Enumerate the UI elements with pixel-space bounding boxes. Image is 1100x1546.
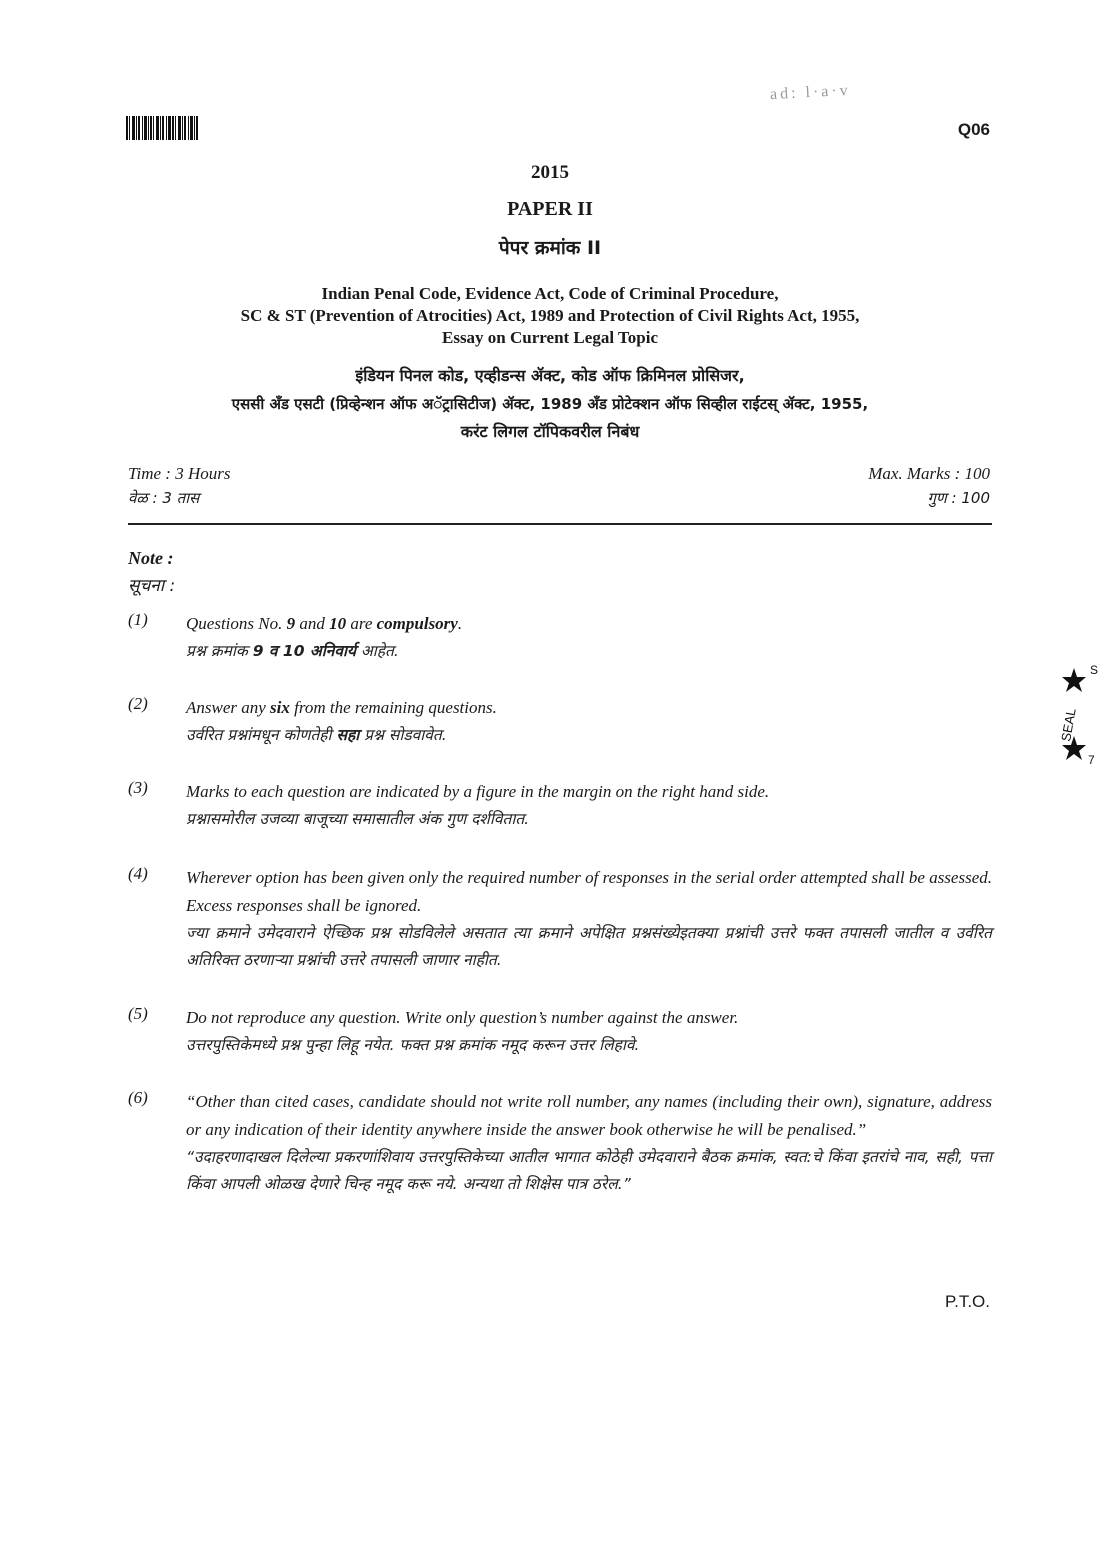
paper-title: PAPER II [507,198,593,220]
note-heading-marathi: सूचना : [128,576,176,596]
instruction-english: Marks to each question are indicated by a figure in the margin on the right hand side. [186,782,770,801]
barcode [126,116,198,140]
seal-stamp [1040,652,1100,776]
paper-code: Q06 [957,120,990,139]
instruction-english: “Other than cited cases, candidate should not write roll number, any names (including their own), signature, address or any indication of their identity anywhere inside the answer book otherwise he will be penalised.” [186,1092,992,1139]
subject-title-english [0,283,1100,349]
instruction-marathi: प्रश्न क्रमांक 9 व 10 अनिवार्य आहेत. [186,642,399,660]
instruction-number: (6) [128,1088,148,1107]
note-heading: Note : [128,548,174,568]
instruction-number: (5) [128,1004,148,1023]
time-marathi: वेळ : 3 तास [128,489,200,507]
subject-title-marathi [0,362,1100,446]
subject-line-marathi: एससी अँड एसटी (प्रिव्हेन्शन ऑफ अॅट्रासिटीज) ॲक्ट, 1989 अँड प्रोटेक्शन ऑफ सिव्हील राईटस् ॲक्ट, 1955, [231,395,869,413]
instruction-marathi: उर्वरित प्रश्नांमधून कोणतेही सहा प्रश्न सोडवावेत. [186,726,447,744]
instruction-english: Questions No. 9 and 10 are compulsory. [186,614,463,633]
instruction-marathi: ज्या क्रमाने उमेदवाराने ऐच्छिक प्रश्न सोडविलेले असतात त्या क्रमाने अपेक्षित प्रश्नसंख्येइतक्या प्रश्नांची उत्तरे फक्त तपासली जातील व उर्वरित अतिरिक्त ठरणाऱ्या प्रश्नांची उत्तरे तपासली जाणार नाहीत. [186,924,992,969]
instruction-marathi: प्रश्नासमोरील उजव्या बाजूच्या समासातील अंक गुण दर्शवितात. [186,810,530,828]
instruction-marathi: “उदाहरणादाखल दिलेल्या प्रकरणांशिवाय उत्तरपुस्तिकेच्या आतील भागात कोठेही उमेदवाराने बैठक क्रमांक, स्वत:चे किंवा इतरांचे नाव, सही, पत्ता किंवा आपली ओळख देणारे चिन्ह नमूद करू नये. अन्यथा तो शिक्षेस पात्र ठरेल.” [186,1148,992,1193]
instruction-marathi: उत्तरपुस्तिकेमध्ये प्रश्न पुन्हा लिहू नयेत. फक्त प्रश्न क्रमांक नमूद करून उत्तर लिहावे. [186,1036,640,1054]
max-marks [868,462,990,510]
instruction-english: Answer any six from the remaining questions. [186,698,497,717]
header-divider [128,523,992,525]
svg-text:SEAL: SEAL [1058,707,1079,743]
svg-text:S: S [1090,663,1099,677]
instruction-number: (3) [128,778,148,797]
subject-line: Indian Penal Code, Evidence Act, Code of Criminal Procedure, [321,284,779,303]
instruction-number: (1) [128,610,148,629]
please-turn-over: P.T.O. [944,1292,990,1311]
subject-line-marathi: इंडियन पिनल कोड, एव्हीडन्स ॲक्ट, कोड ऑफ क्रिमिनल प्रोसिजर, [355,366,745,385]
time-english: Time : 3 Hours [128,464,231,483]
instruction-number: (2) [128,694,148,713]
svg-text:7: 7 [1088,753,1095,767]
instruction-number: (4) [128,864,148,883]
subject-line: SC & ST (Prevention of Atrocities) Act, 1989 and Protection of Civil Rights Act, 1955, [240,306,860,325]
exam-year: 2015 [531,162,569,183]
subject-line: Essay on Current Legal Topic [441,328,658,347]
marks-english: Max. Marks : 100 [868,464,990,483]
faint-handwritten-mark: ad: l·a·v [769,81,852,104]
marks-marathi: गुण : 100 [927,489,990,507]
instruction-english: Do not reproduce any question. Write only question’s number against the answer. [186,1008,739,1027]
time-allowed [128,462,230,510]
instruction-english: Wherever option has been given only the required number of responses in the serial order attempted shall be assessed. Excess responses shall be ignored. [186,868,992,915]
paper-title-marathi: पेपर क्रमांक II [498,237,602,259]
subject-line-marathi: करंट लिगल टॉपिकवरील निबंध [460,422,640,441]
